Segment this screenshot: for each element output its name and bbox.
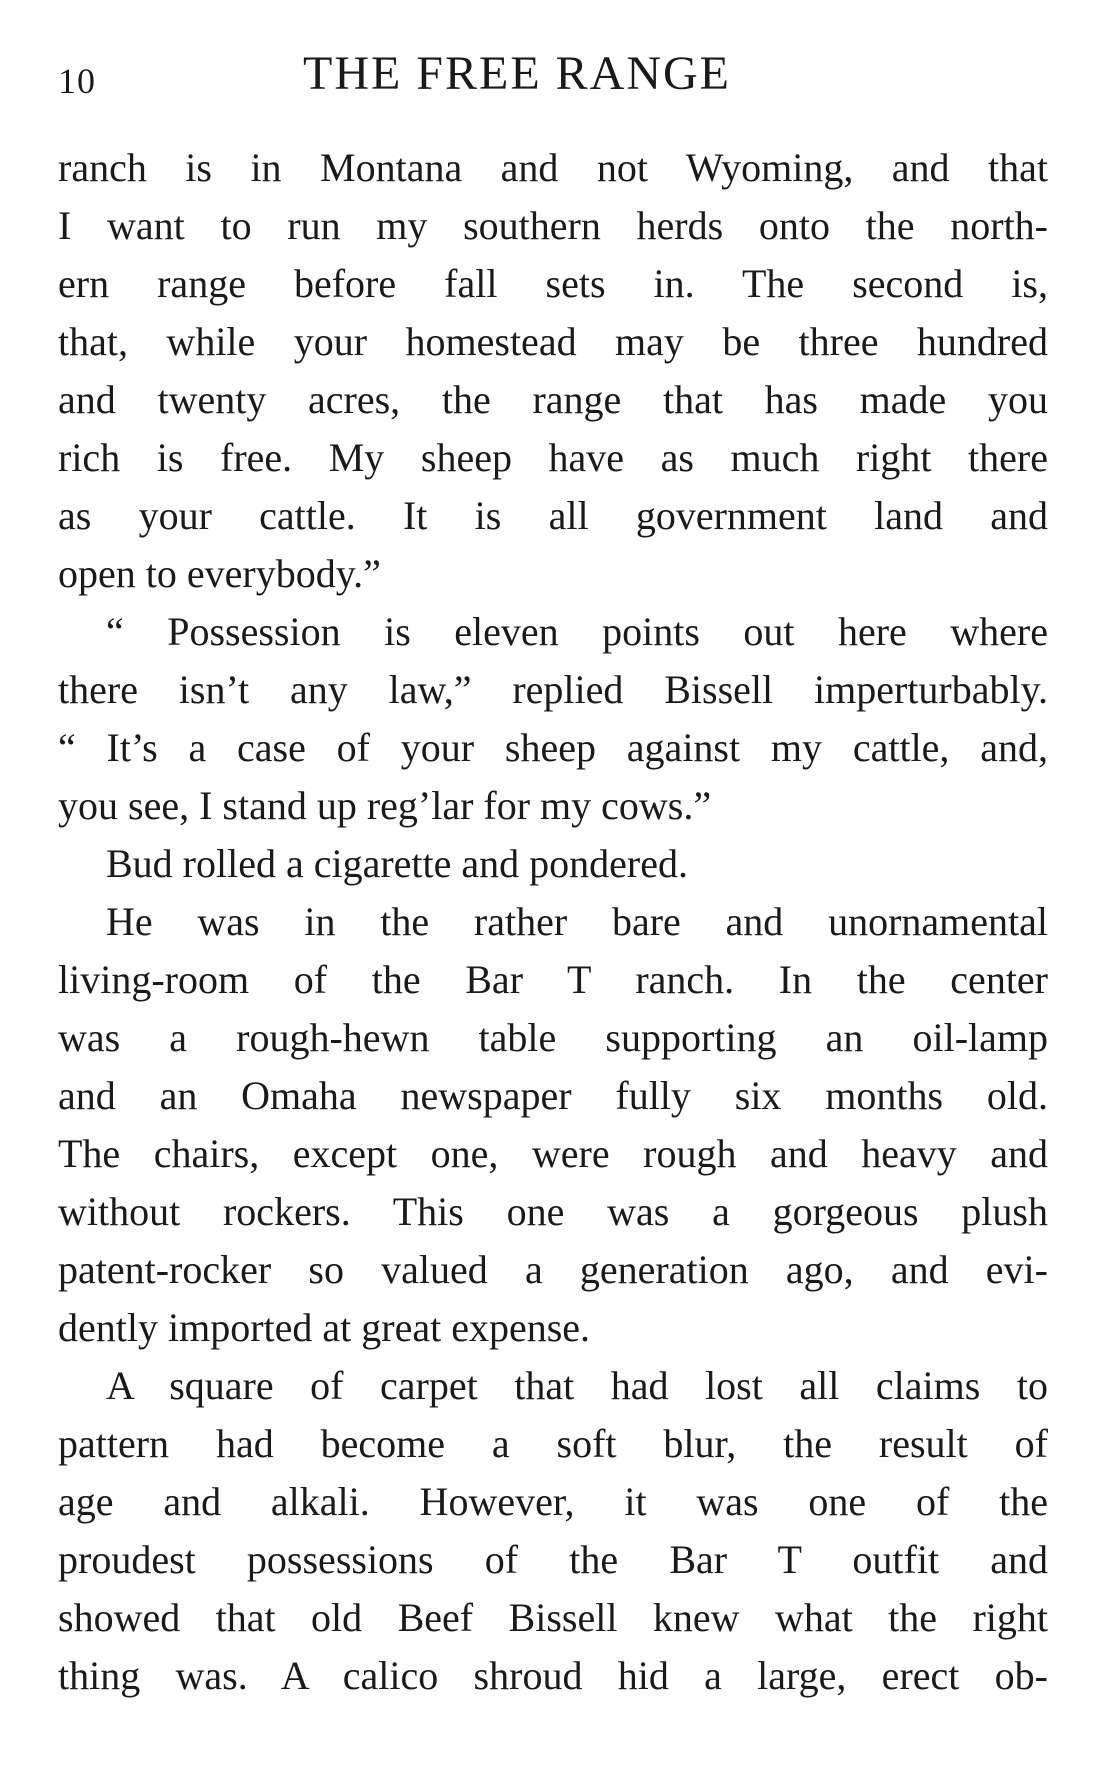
text-line: pattern had become a soft blur, the result of xyxy=(58,1421,1048,1466)
text-line: “ It’s a case of your sheep against my cattle, and, xyxy=(58,725,1048,770)
text-line: “ Possession is eleven points out here where xyxy=(106,609,1048,654)
text-line: dently imported at great expense. xyxy=(58,1305,591,1350)
text-line: and twenty acres, the range that has made you xyxy=(58,377,1048,422)
text-line: living-room of the Bar T ranch. In the center xyxy=(58,957,1048,1002)
page-number: 10 xyxy=(58,61,96,101)
text-line: He was in the rather bare and unornamental xyxy=(106,899,1048,944)
text-line: there isn’t any law,” replied Bissell imperturbably. xyxy=(58,667,1048,712)
text-line: thing was. A calico shroud hid a large, erect ob- xyxy=(58,1653,1048,1698)
text-line: rich is free. My sheep have as much right there xyxy=(58,435,1048,480)
text-line: that, while your homestead may be three hundred xyxy=(58,319,1048,364)
text-line: age and alkali. However, it was one of the xyxy=(58,1479,1048,1524)
text-line: ern range before fall sets in. The second is, xyxy=(58,261,1048,306)
text-line: Bud rolled a cigarette and pondered. xyxy=(106,841,688,886)
text-line: ranch is in Montana and not Wyoming, and that xyxy=(58,145,1048,190)
text-line: open to everybody.” xyxy=(58,551,381,596)
text-line: you see, I stand up reg’lar for my cows.” xyxy=(58,783,712,828)
text-line: patent-rocker so valued a generation ago, and evi- xyxy=(58,1247,1048,1292)
text-line: proudest possessions of the Bar T outfit and xyxy=(58,1537,1048,1582)
text-line: and an Omaha newspaper fully six months old. xyxy=(58,1073,1048,1118)
text-line: The chairs, except one, were rough and heavy and xyxy=(58,1131,1048,1176)
text-line: was a rough-hewn table supporting an oil-lamp xyxy=(58,1015,1048,1060)
text-line: showed that old Beef Bissell knew what the right xyxy=(58,1595,1048,1640)
running-head xyxy=(58,46,1048,106)
body-text xyxy=(58,139,1048,1705)
text-line: as your cattle. It is all government land and xyxy=(58,493,1048,538)
text-line: A square of carpet that had lost all claims to xyxy=(106,1363,1048,1408)
running-title: THE FREE RANGE xyxy=(303,47,731,100)
text-line: without rockers. This one was a gorgeous plush xyxy=(58,1189,1048,1234)
text-line: I want to run my southern herds onto the north- xyxy=(58,203,1048,248)
